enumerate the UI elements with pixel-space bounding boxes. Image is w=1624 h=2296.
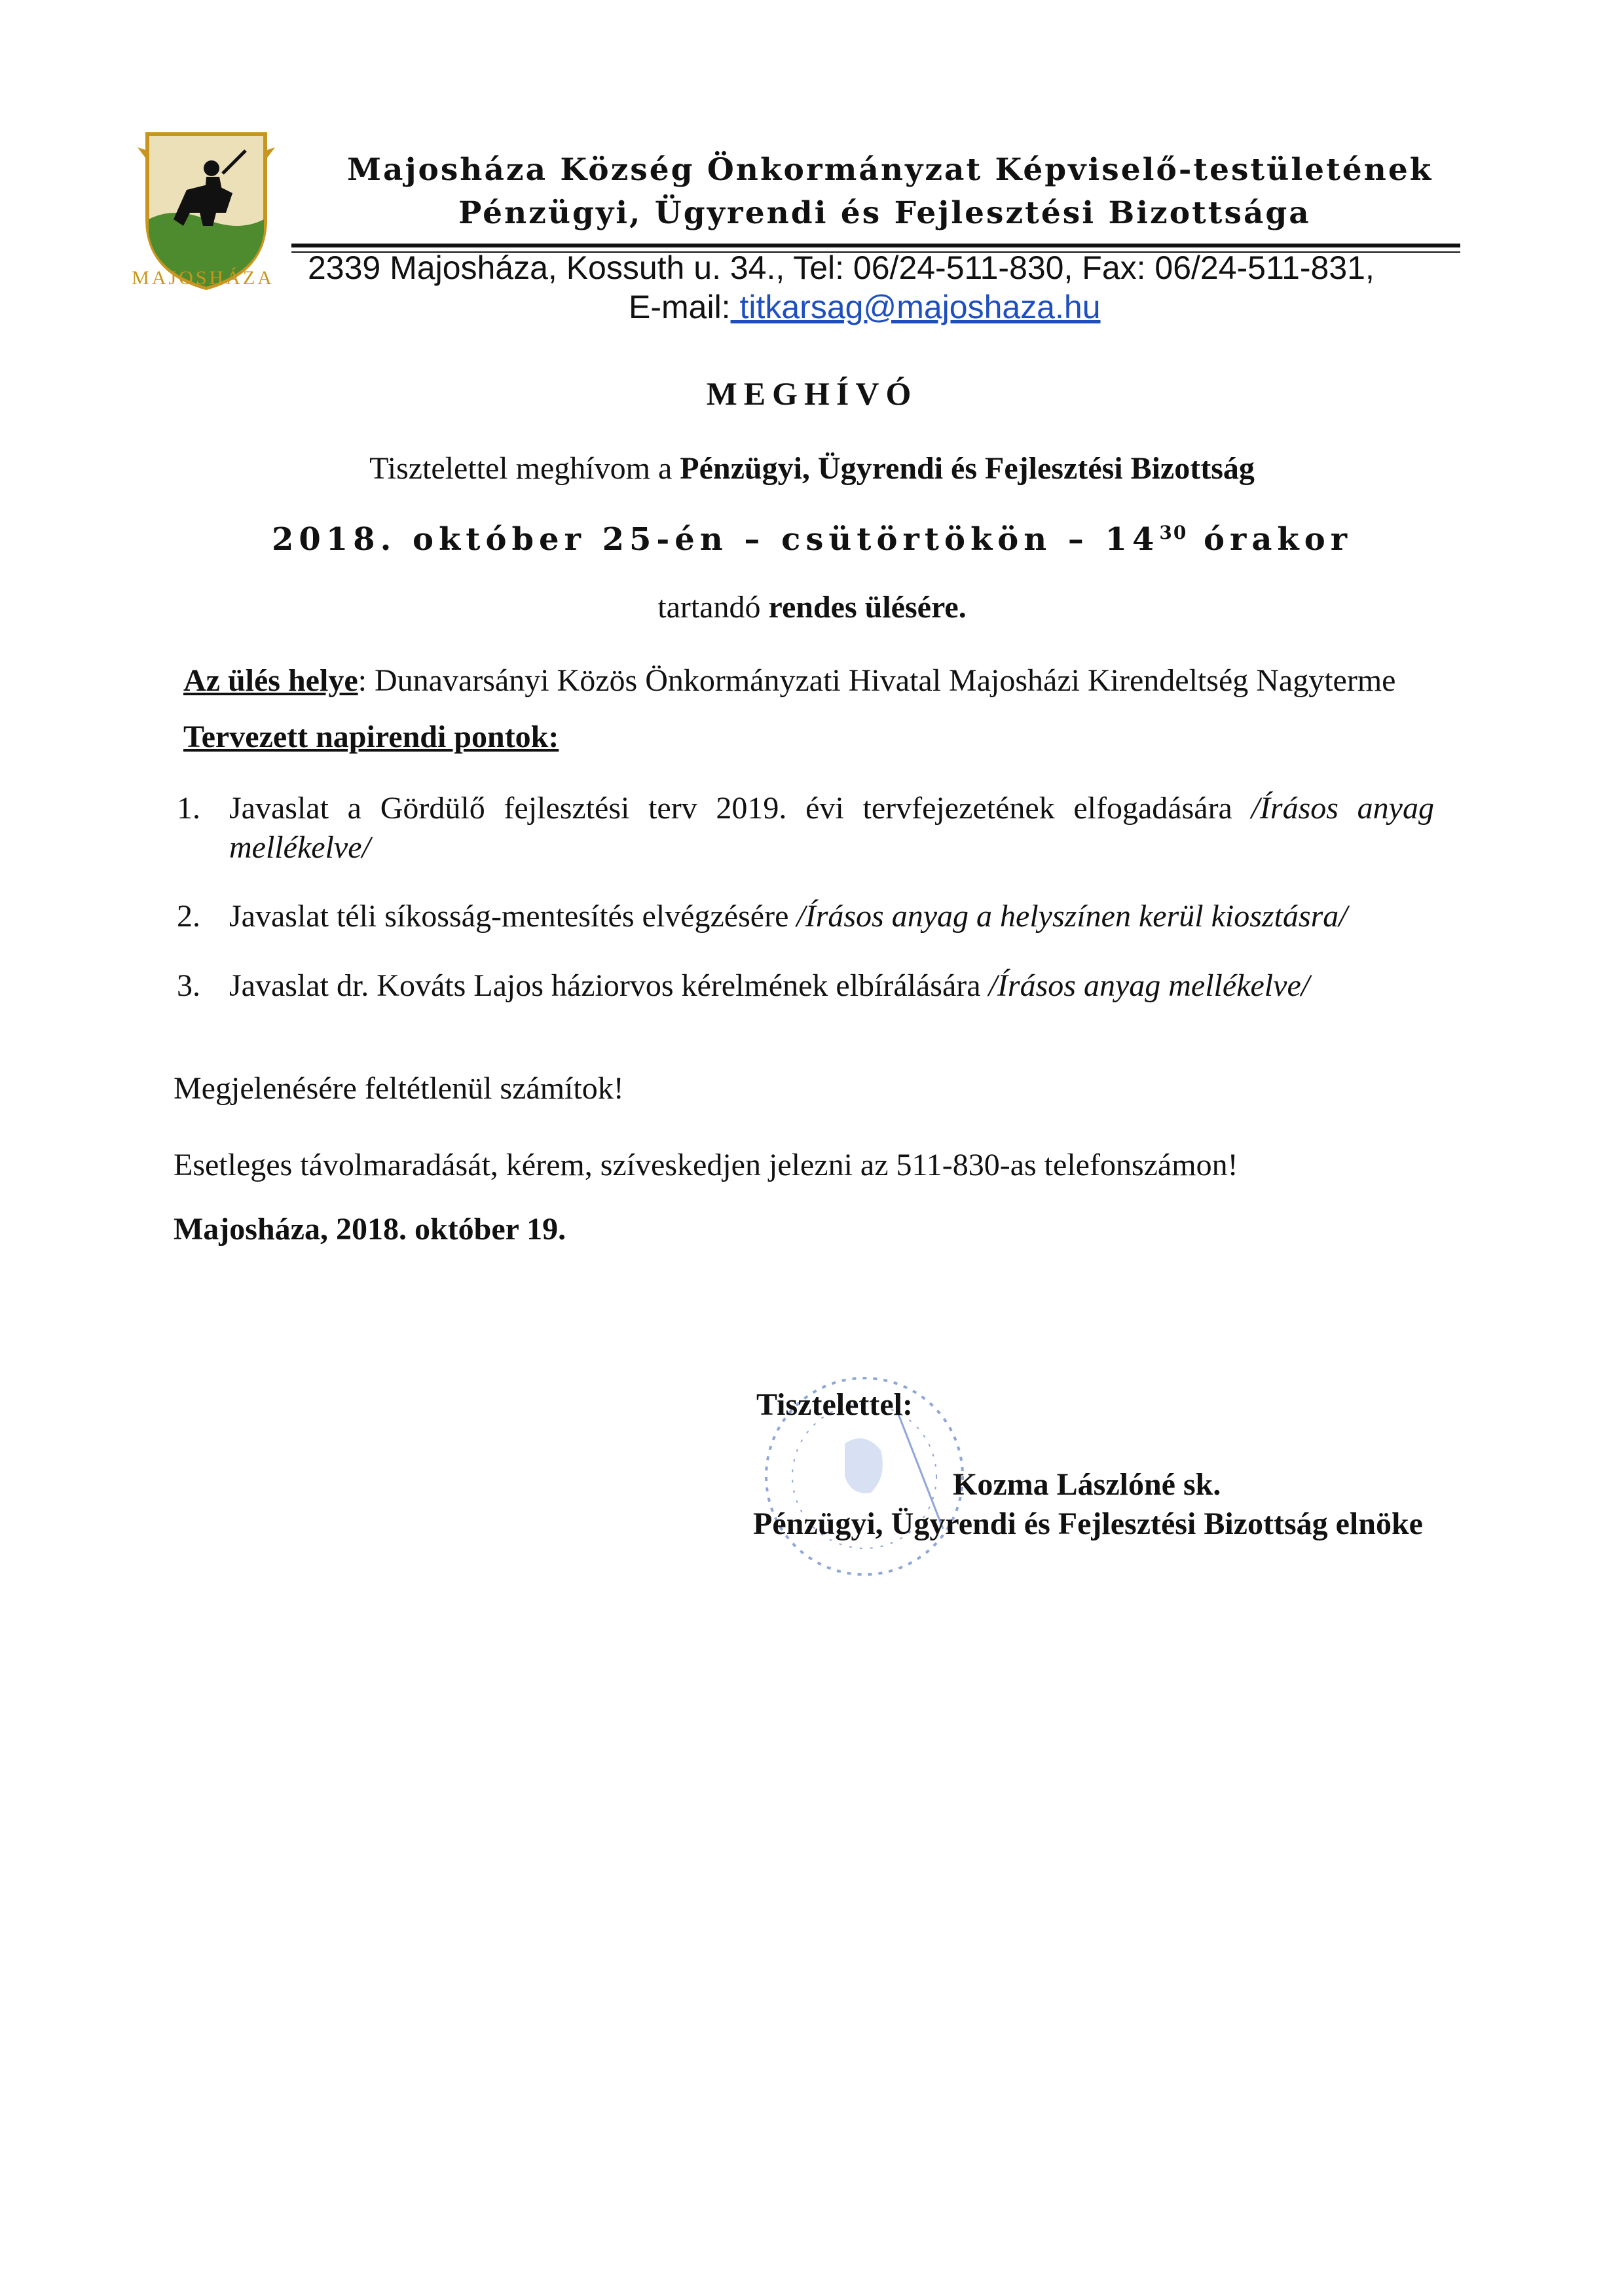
agenda-item-text: Javaslat a Gördülő fejlesztési terv 2019. évi tervfejezetének elfogadására /Írásos anyag: [229, 791, 1434, 826]
meeting-date: [0, 521, 1624, 558]
agenda-item-note: mellékelve/: [229, 830, 371, 865]
agenda-title: Tervezett napirendi pontok:: [183, 720, 559, 754]
meeting-location: [183, 663, 1493, 699]
agenda-item: [177, 966, 1434, 1006]
closing-expectation: Megjelenésére feltétlenül számítok!: [174, 1071, 624, 1106]
meeting-time-suffix: órakor: [1187, 521, 1352, 558]
email-label: E-mail:: [629, 289, 731, 325]
agenda-item-text: Javaslat dr. Kováts Lajos háziorvos kérelmének elbírálására /Írásos anyag mellékelve/: [229, 968, 1310, 1003]
org-name-line1: Majosháza Község Önkormányzat Képviselő-testületének: [347, 152, 1433, 188]
coat-of-arms-icon: [134, 121, 278, 291]
signature-greeting: Tisztelettel:: [756, 1387, 913, 1422]
meeting-type-text: tartandó: [657, 590, 769, 625]
location-colon: :: [358, 663, 375, 698]
location-label: Az ülés helye: [183, 663, 358, 698]
agenda-item-number: 2.: [177, 899, 200, 934]
committee-name: Pénzügyi, Ügyrendi és Fejlesztési Bizottság: [680, 451, 1255, 486]
email-link[interactable]: titkarsag@majoshaza.hu: [730, 289, 1101, 325]
meeting-time-minutes: 30: [1159, 522, 1188, 543]
signatory-name: Kozma Lászlóné sk.: [953, 1467, 1221, 1502]
invite-intro-text: Tisztelettel meghívom a: [369, 451, 680, 486]
org-name-line2: Pénzügyi, Ügyrendi és Fejlesztési Bizottsága: [458, 195, 1311, 231]
invite-intro: [0, 450, 1624, 486]
meeting-type: [0, 589, 1624, 625]
agenda-item-text: Javaslat téli síkosság-mentesítés elvégzésére /Írásos anyag a helyszínen kerül kiosztásra/: [229, 899, 1348, 934]
agenda-item: [177, 789, 1434, 867]
place-date: Majosháza, 2018. október 19.: [174, 1212, 566, 1247]
document-title: MEGHÍVÓ: [706, 375, 918, 412]
signatory-role: Pénzügyi, Ügyrendi és Fejlesztési Bizottság elnöke: [753, 1506, 1423, 1541]
agenda-item-number: 3.: [177, 968, 200, 1003]
closing-absence: Esetleges távolmaradását, kérem, szíveskedjen jelezni az 511-830-as telefonszámon!: [174, 1148, 1238, 1182]
location-value: Dunavarsányi Közös Önkormányzati Hivatal Majosházi Kirendeltség Nagyterme: [374, 663, 1396, 698]
header-divider: [291, 244, 1460, 247]
address-line: 2339 Majosháza, Kossuth u. 34., Tel: 06/24-511-830, Fax: 06/24-511-831,: [308, 249, 1375, 286]
meeting-date-text: 2018. október 25-én – csütörtökön – 14: [271, 521, 1160, 558]
agenda-item: [177, 897, 1434, 936]
email-line: [629, 288, 1218, 326]
agenda-item-number: 1.: [177, 791, 200, 826]
meeting-type-bold: rendes ülésére.: [768, 590, 967, 625]
crest-caption: MAJOSHÁZA: [132, 267, 274, 289]
